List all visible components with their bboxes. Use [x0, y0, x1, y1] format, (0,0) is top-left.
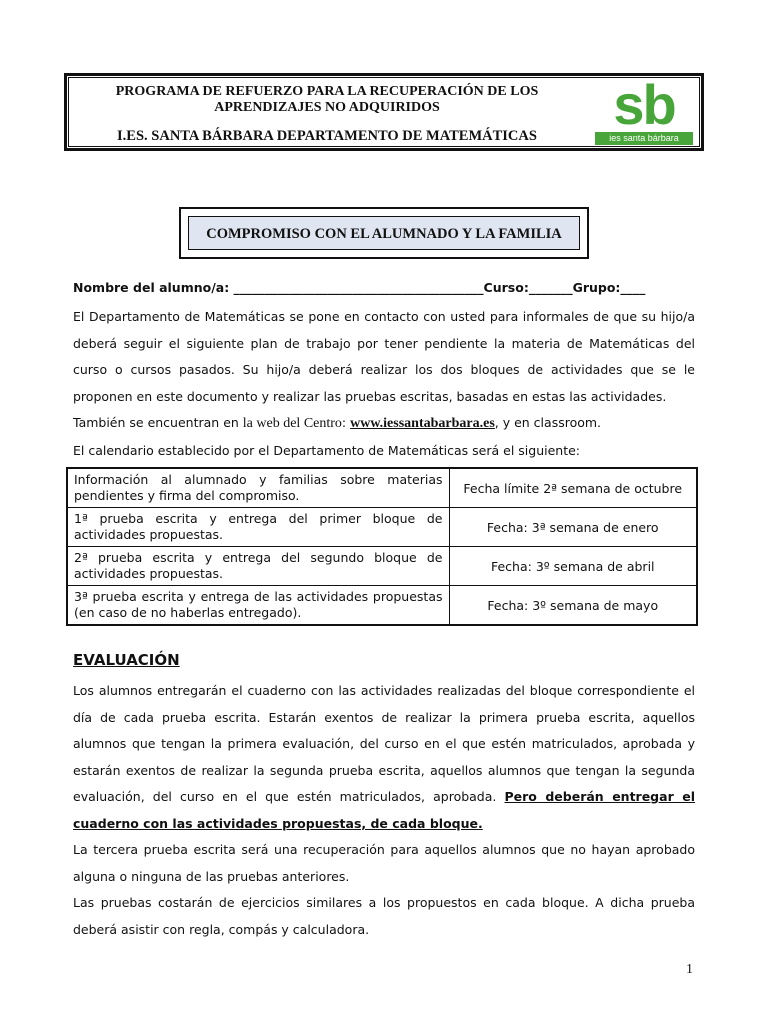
intro-web-label: la web del Centro	[242, 416, 342, 431]
schedule-date: Fecha límite 2ª semana de octubre	[449, 468, 697, 508]
intro-web-colon: :	[341, 415, 351, 430]
evaluation-heading: EVALUACIÓN	[73, 651, 180, 669]
table-row	[67, 468, 697, 508]
schedule-activity: 2ª prueba escrita y entrega del segundo bloque de actividades propuestas.	[67, 547, 449, 586]
schedule-date: Fecha: 3ª semana de enero	[449, 508, 697, 547]
intro-web-prefix: También se encuentran en	[73, 415, 243, 430]
logo-caption: ies santa bárbara	[595, 132, 693, 145]
schedule-date: Fecha: 3º semana de abril	[449, 547, 697, 586]
student-form-line: Nombre del alumno/a: ________________________________________Curso:_______Grupo:____	[73, 280, 646, 295]
intro-paragraph-2	[73, 410, 695, 438]
table-row	[67, 547, 697, 586]
schedule-activity: 3ª prueba escrita y entrega de las actividades propuestas (en caso de no haberlas entregado).	[67, 586, 449, 626]
program-title-line2: APRENDIZAJES NO ADQUIRIDOS	[214, 100, 440, 115]
table-row	[67, 508, 697, 547]
evaluation-text: Los alumnos entregarán el cuaderno con las actividades realizadas del bloque correspondiente el día de cada prueba escrita. Estarán exentos de realizar la primera prueba escrita, aquellos alumnos que tengan la primera evaluación, del curso en el que estén matriculados, aprobada y estarán exentos de realizar la segunda prueba escrita, aquellos alumnos que tengan la segunda evaluación, del curso en el que estén matriculados, aprobada.	[73, 683, 695, 804]
table-row	[67, 586, 697, 626]
program-title	[77, 84, 577, 144]
intro-paragraph-3: El calendario establecido por el Departamento de Matemáticas será el siguiente:	[73, 442, 581, 458]
intro-section	[73, 304, 695, 464]
header-box	[64, 73, 704, 151]
schedule-table	[66, 467, 698, 626]
department-name: I.ES. SANTA BÁRBARA DEPARTAMENTO DE MATEMÁTICAS	[117, 128, 537, 144]
evaluation-paragraph-3: Las pruebas costarán de ejercicios similares a los propuestos en cada bloque. A dicha prueba deberá asistir con regla, compás y calculadora.	[73, 895, 695, 937]
page-number: 1	[686, 962, 693, 977]
intro-web-suffix: , y en classroom.	[494, 415, 602, 430]
evaluation-emphasis: Pero deberán entregar el cuaderno con las actividades propuestas, de cada bloque.	[73, 789, 695, 831]
compromiso-title-box	[179, 207, 589, 259]
school-logo	[595, 73, 693, 143]
schedule-date: Fecha: 3º semana de mayo	[449, 586, 697, 626]
compromiso-title: COMPROMISO CON EL ALUMNADO Y LA FAMILIA	[188, 216, 580, 250]
intro-paragraph-1: El Departamento de Matemáticas se pone en contacto con usted para informales de que su hijo/a deberá seguir el siguiente plan de trabajo por tener pendiente la materia de Matemáticas del curso o cursos pasados. Su hijo/a deberá realizar los dos bloques de actividades que se le proponen en este documento y realizar las pruebas escritas, basadas en estas las actividades.	[73, 309, 695, 404]
program-title-line1: PROGRAMA DE REFUERZO PARA LA RECUPERACIÓN DE LOS	[115, 84, 539, 99]
evaluation-section	[73, 678, 695, 943]
evaluation-paragraph-2: La tercera prueba escrita será una recuperación para aquellos alumnos que no hayan aprobado alguna o ninguna de las pruebas anteriores.	[73, 842, 695, 884]
logo-sb-text: sb	[613, 73, 675, 136]
website-link[interactable]: www.iessantabarbara.es	[350, 416, 495, 431]
schedule-activity: 1ª prueba escrita y entrega del primer bloque de actividades propuestas.	[67, 508, 449, 547]
schedule-activity: Información al alumnado y familias sobre materias pendientes y firma del compromiso.	[67, 468, 449, 508]
evaluation-paragraph-1	[73, 678, 695, 837]
